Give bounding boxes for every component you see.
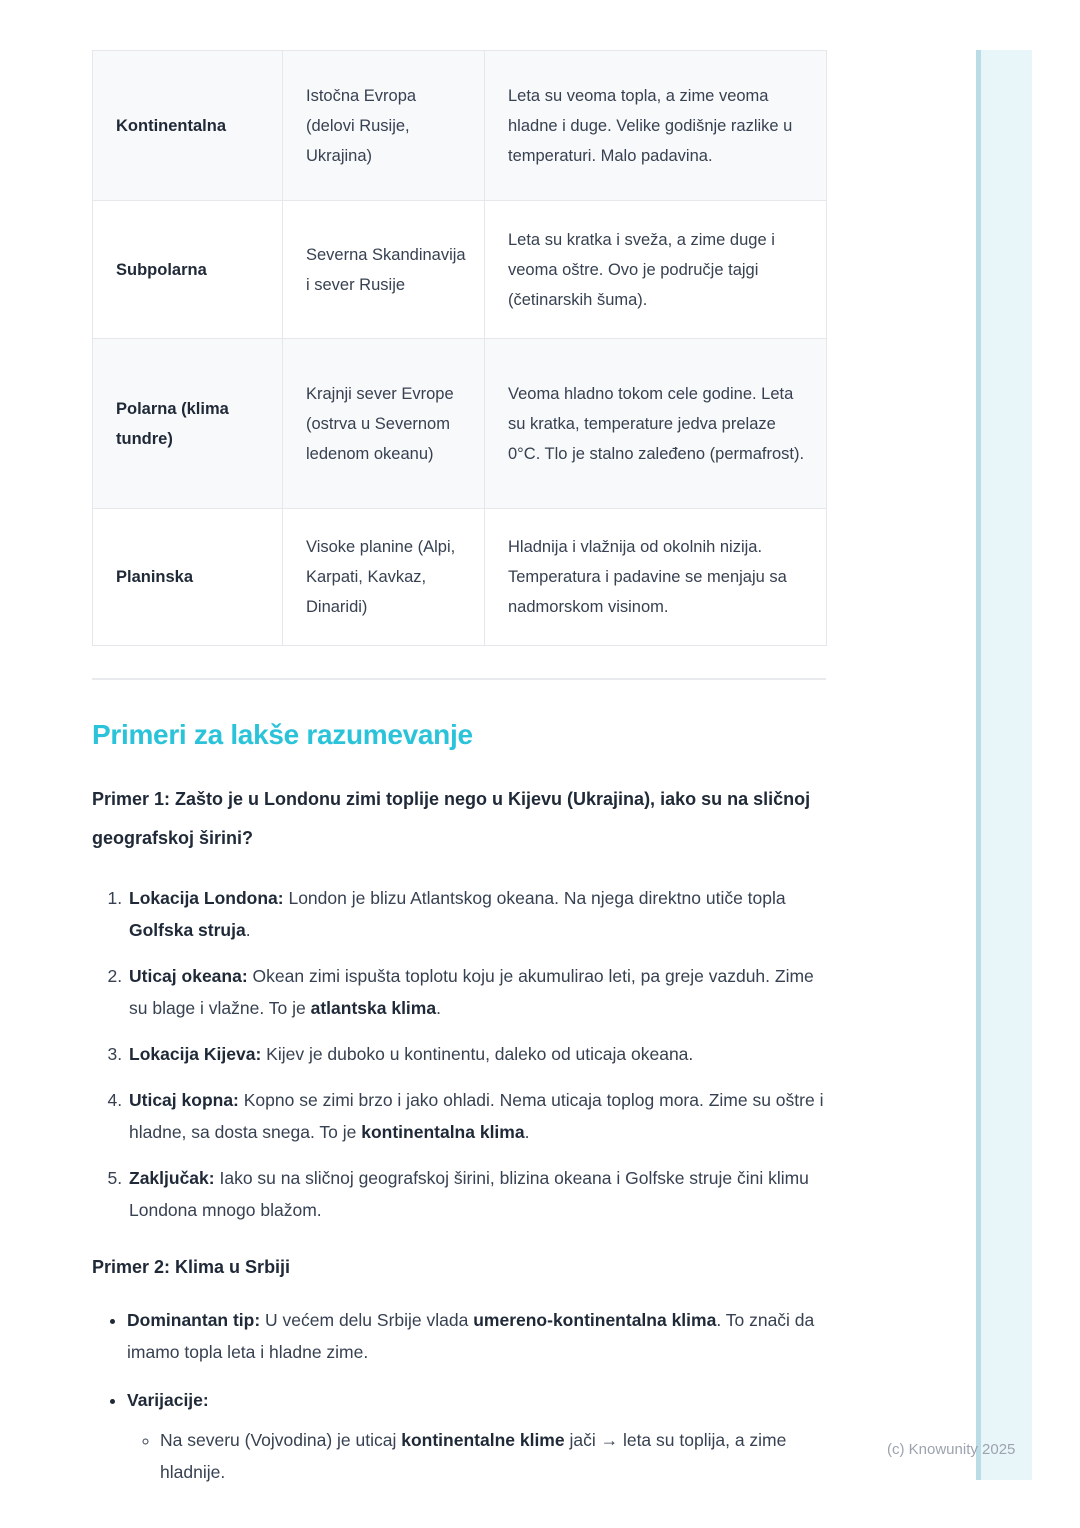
climate-table (92, 50, 827, 646)
section-heading: Primeri za lakše razumevanje (92, 719, 473, 750)
item-lead: Zaključak: (129, 1168, 215, 1188)
cell-climate-type: Planinska (93, 509, 283, 646)
list-item (127, 1304, 826, 1368)
item-text: jači → leta su toplija, a zime hladnije. (160, 1430, 787, 1482)
page-edge-panel (981, 50, 1032, 1480)
item-text: . (245, 920, 251, 940)
item-lead: Varijacije: (127, 1390, 209, 1410)
item-text: Kijev je duboko u kontinentu, daleko od uticaja okeana. (261, 1044, 694, 1064)
primer2-title: Primer 2: Klima u Srbiji (92, 1257, 291, 1277)
item-bold: umereno-kontinentalna klima (473, 1310, 717, 1330)
cell-description: Hladnija i vlažnija od okolnih nizija. Temperatura i padavine se menjaju sa nadmorskom visinom. (485, 509, 827, 646)
table-row (93, 201, 827, 339)
table-row (93, 339, 827, 509)
cell-description: Leta su kratka i sveža, a zime duge i veoma oštre. Ovo je područje tajgi (četinarskih šuma). (485, 201, 827, 339)
item-lead: Uticaj kopna: (129, 1090, 239, 1110)
item-text: Okean zimi ispušta toplotu koju je akumulirao leti, pa greje vazduh. Zime su blage i vlažne. To je (129, 966, 814, 1018)
list-item (127, 882, 826, 946)
item-bold: kontinentalna klima (361, 1122, 525, 1142)
item-text: Iako su na sličnoj geografskoj širini, blizina okeana i Golfske struje čini klimu Londona mnogo blažom. (129, 1168, 809, 1220)
primer2-sublist (127, 1424, 826, 1488)
primer1-title: Primer 1: Zašto je u Londonu zimi toplije nego u Kijevu (Ukrajina), iako su na sličnoj geografskoj širini? (92, 789, 811, 848)
page-content (92, 50, 826, 1504)
item-lead: Dominantan tip: (127, 1310, 261, 1330)
table-row (93, 51, 827, 201)
primer1-list (92, 882, 826, 1226)
item-text: Na severu (Vojvodina) je uticaj (160, 1430, 402, 1450)
cell-description: Veoma hladno tokom cele godine. Leta su kratka, temperature jedva prelaze 0°C. Tlo je stalno zaleđeno (permafrost). (485, 339, 827, 509)
list-item (127, 1038, 826, 1070)
cell-climate-type: Kontinentalna (93, 51, 283, 201)
sub-list-item (160, 1424, 826, 1488)
item-text: . (436, 998, 441, 1018)
primer2-list (92, 1304, 826, 1488)
item-lead: Lokacija Londona: (129, 888, 284, 908)
watermark-text: (c) Knowunity 2025 (887, 1441, 1016, 1458)
cell-climate-type: Subpolarna (93, 201, 283, 339)
item-bold: Golfska struja (129, 920, 246, 940)
cell-region: Visoke planine (Alpi, Karpati, Kavkaz, Dinaridi) (283, 509, 485, 646)
item-bold: kontinentalne klime (401, 1430, 565, 1450)
item-bold: atlantska klima (310, 998, 437, 1018)
table-row (93, 509, 827, 646)
section-divider (92, 678, 826, 680)
item-lead: Uticaj okeana: (129, 966, 248, 986)
item-text: London je blizu Atlantskog okeana. Na njega direktno utiče topla (283, 888, 786, 908)
item-text: . (524, 1122, 530, 1142)
list-item (127, 960, 826, 1024)
cell-region: Krajnji sever Evrope (ostrva u Severnom ledenom okeanu) (283, 339, 485, 509)
list-item (127, 1384, 826, 1488)
cell-description: Leta su veoma topla, a zime veoma hladne i duge. Velike godišnje razlike u temperaturi. Malo padavina. (485, 51, 827, 201)
cell-region: Istočna Evropa (delovi Rusije, Ukrajina) (283, 51, 485, 201)
item-text: Kopno se zimi brzo i jako ohladi. Nema uticaja toplog mora. Zime su oštre i hladne, sa dosta snega. To je (129, 1090, 824, 1142)
list-item (127, 1162, 826, 1226)
item-text: U većem delu Srbije vlada (260, 1310, 474, 1330)
cell-region: Severna Skandinavija i sever Rusije (283, 201, 485, 339)
list-item (127, 1084, 826, 1148)
item-lead: Lokacija Kijeva: (129, 1044, 262, 1064)
cell-climate-type: Polarna (klima tundre) (93, 339, 283, 509)
item-text: . To znači da imamo topla leta i hladne zime. (127, 1310, 815, 1362)
